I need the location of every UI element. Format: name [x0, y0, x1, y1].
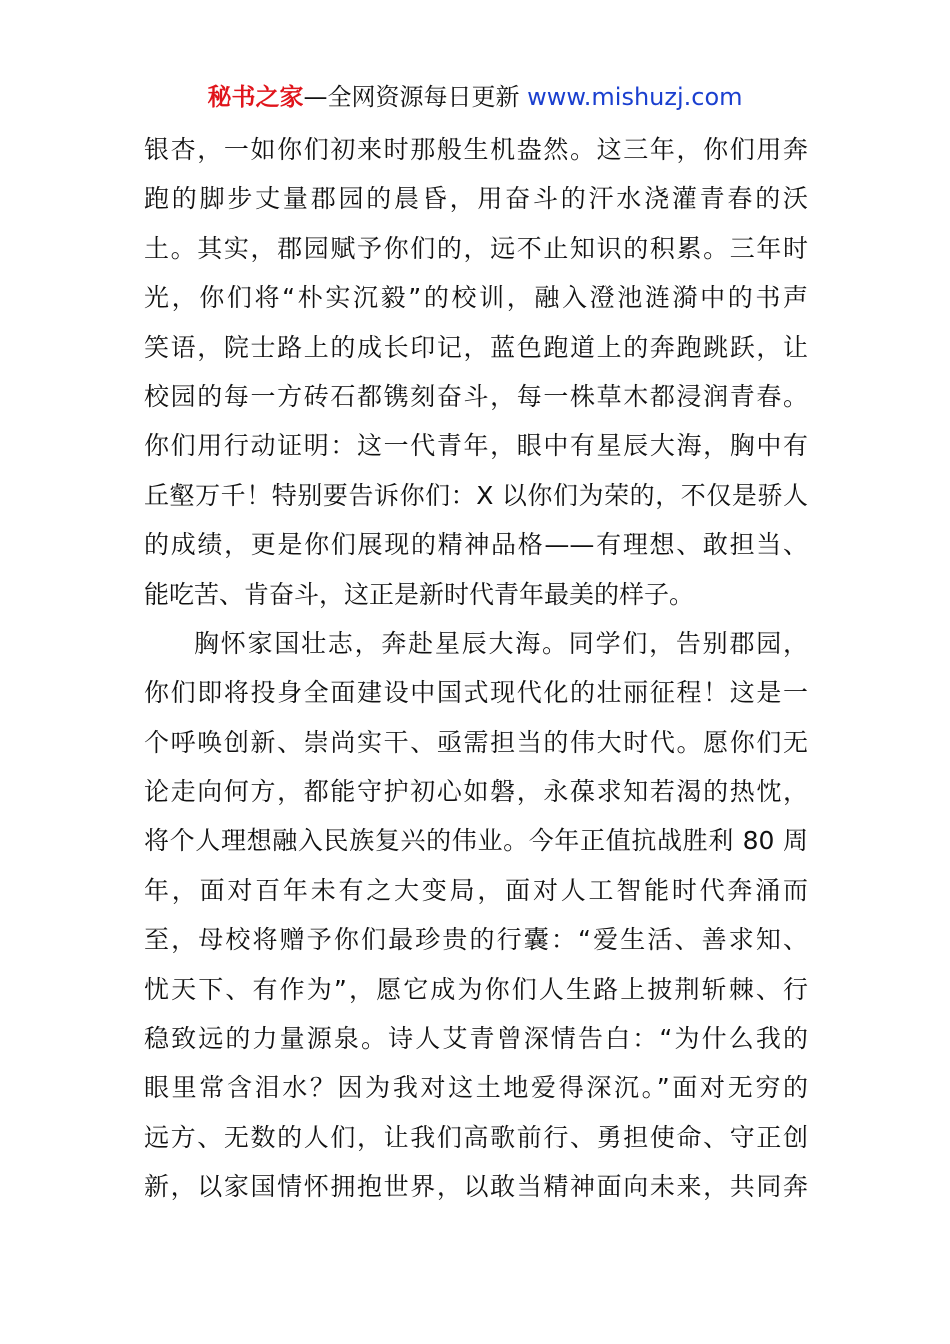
text-line: 胸怀家国壮志，奔赴星辰大海。同学们，告别郡园， — [194, 628, 808, 658]
text-line: 光，你们将“朴实沉毅”的校训，融入澄池涟漪中的书声 — [144, 283, 808, 313]
text-line: 丘壑万千！特别要告诉你们：X 以你们为荣的，不仅是骄人 — [144, 480, 808, 510]
paragraph-2 — [144, 619, 808, 1212]
text-line: 你们即将投身全面建设中国式现代化的壮丽征程！这是一 — [144, 678, 808, 708]
text-line: 年，面对百年未有之大变局，面对人工智能时代奔涌而 — [144, 875, 808, 905]
document-body — [144, 125, 808, 1212]
text-line: 你们用行动证明：这一代青年，眼中有星辰大海，胸中有 — [144, 431, 808, 461]
site-header — [0, 80, 950, 114]
text-line: 跑的脚步丈量郡园的晨昏，用奋斗的汗水浇灌青春的沃 — [144, 184, 808, 214]
text-line: 银杏，一如你们初来时那般生机盎然。这三年，你们用奔 — [144, 135, 808, 164]
text-line: 个呼唤创新、崇尚实干、亟需担当的伟大时代。愿你们无 — [144, 727, 808, 757]
text-line: 土。其实，郡园赋予你们的，远不止知识的积累。三年时 — [144, 233, 808, 263]
text-line: 的成绩，更是你们展现的精神品格——有理想、敢担当、 — [144, 530, 808, 560]
text-line: 将个人理想融入民族复兴的伟业。今年正值抗战胜利 80 周 — [144, 826, 808, 856]
paragraph-1 — [144, 125, 808, 619]
header-tagline: —全网资源每日更新 — [303, 83, 528, 111]
text-line: 忧天下、有作为”，愿它成为你们人生路上披荆斩棘、行 — [144, 974, 808, 1004]
brand-name: 秘书之家 — [207, 83, 304, 111]
text-line: 笑语，院士路上的成长印记，蓝色跑道上的奔跑跳跃，让 — [144, 332, 808, 362]
text-line: 新，以家国情怀拥抱世界，以敢当精神面向未来，共同奔 — [144, 1172, 808, 1202]
text-line: 校园的每一方砖石都镌刻奋斗，每一株草木都浸润青春。 — [144, 381, 808, 411]
text-line: 远方、无数的人们，让我们高歌前行、勇担使命、守正创 — [144, 1122, 808, 1152]
text-line: 眼里常含泪水？因为我对这土地爱得深沉。”面对无穷的 — [144, 1073, 808, 1103]
text-line: 能吃苦、肯奋斗，这正是新时代青年最美的样子。 — [144, 579, 695, 609]
text-line: 论走向何方，都能守护初心如磐，永葆求知若渴的热忱， — [144, 777, 808, 807]
text-line: 稳致远的力量源泉。诗人艾青曾深情告白：“为什么我的 — [144, 1024, 808, 1054]
text-line: 至，母校将赠予你们最珍贵的行囊：“爱生活、善求知、 — [144, 925, 808, 955]
site-url[interactable]: www.mishuzj.com — [527, 83, 743, 111]
